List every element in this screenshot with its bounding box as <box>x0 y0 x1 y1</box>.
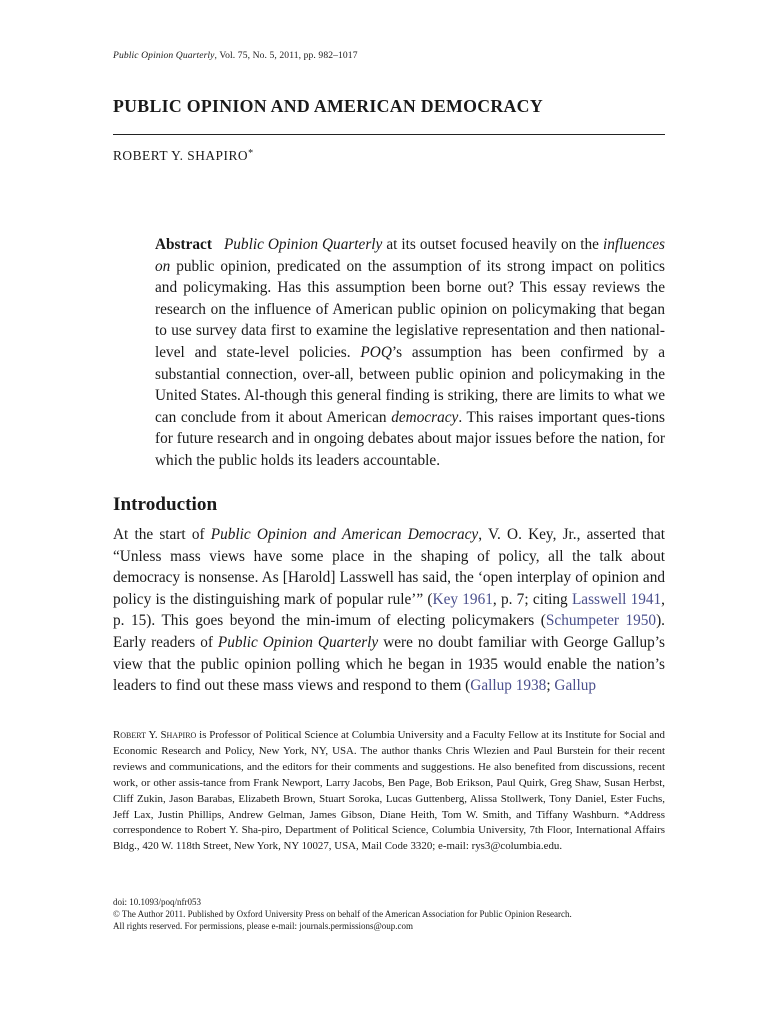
doi-line: doi: 10.1093/poq/nfr053 <box>113 897 201 907</box>
body-text: , V. O. Key, Jr., asserted that “Unless mass views have some place in the shaping of policy, all the talk about democracy is nonsense. As [Harold] Lasswell has said, the ‘open interplay of opinion and policy is the distinguishing mark of popular rule’” ( <box>113 526 665 608</box>
author-name: ROBERT Y. SHAPIRO <box>113 148 249 163</box>
abstract <box>155 234 665 472</box>
author-footnote-mark: * <box>248 148 254 159</box>
footnote-text: is Professor of Political Science at Columbia University and a Faculty Fellow at its Institute for Social and Economic Research and Policy, New York, NY, USA. The author thanks Chris Wlezien and Paul Burstein for their recent reviews and communications, and the editors for their comments and suggestions. He also benefited from discussions, recent work, or other assis-tance from Frank Newport, Larry Jacobs, Ben Page, Bob Erikson, Paul Quirk, Greg Shaw, Susan Herbst, Cliff Zukin, Jason Barabas, Elizabeth Brown, Stuart Soroka, Lucas Guttenberg, Alissa Stollwerk, Tony Daniel, Ester Fuchs, Jeff Lax, Justin Phillips, Andrew Gelman, James Gibson, Diane Heith, Tom W. Smith, and Tiffany Washburn. *Address correspondence to Robert Y. Sha-piro, Department of Political Science, Columbia University, 7th Floor, International Affairs Bldg., 420 W. 118th Street, New York, NY 10027, USA, Mail Code 3320; e-mail: rys3@columbia.edu. <box>113 729 665 853</box>
doi-copyright-block <box>113 896 673 932</box>
author-footnote <box>113 728 665 855</box>
citation-link-lasswell-1941[interactable]: Lasswell 1941 <box>571 590 662 608</box>
body-text: , p. 7; citing <box>492 590 572 608</box>
abstract-italic: democracy <box>391 408 459 426</box>
introduction-paragraph <box>113 524 665 697</box>
abstract-text: at its outset focused heavily on the <box>382 236 603 253</box>
journal-citation: , Vol. 75, No. 5, 2011, pp. 982–1017 <box>214 50 358 61</box>
abstract-text: . This raises important ques-tions for future research and in ongoing debates about major issues before the nation, for which the public holds its leaders accountable. <box>155 408 665 469</box>
abstract-italic: POQ <box>360 343 392 361</box>
abstract-journal-italic: Public Opinion Quarterly <box>223 236 383 253</box>
abstract-text: ’s assumption has been confirmed by a substantial connection, over-all, between public opinion and policymaking in the United States. Al-though this general finding is striking, there are limits to what we can conclude from it about American <box>155 343 665 426</box>
book-title-italic: Public Opinion and American Democracy <box>210 526 479 543</box>
permissions-line: All rights reserved. For permissions, please e-mail: journals.permissions@oup.com <box>113 921 413 931</box>
abstract-text: public opinion, predicated on the assumption of its strong impact on politics and policymaking. Has this assumption been borne out? This essay reviews the research on the influence of American public opinion on policymaking that began to use survey data first to examine the legislative representation and then national-level and state-level policies. <box>155 257 665 361</box>
section-heading-introduction: Introduction <box>113 494 218 515</box>
body-text: were no doubt familiar with George Gallup’s view that the public opinion polling which he began in 1935 would enable the nation’s leaders to find out these mass views and respond to them ( <box>113 633 665 695</box>
author-line <box>113 148 254 164</box>
copyright-line: © The Author 2011. Published by Oxford University Press on behalf of the American Association for Public Opinion Research. <box>113 909 572 919</box>
abstract-label: Abstract <box>155 236 212 253</box>
running-head <box>113 50 358 61</box>
journal-name: Public Opinion Quarterly <box>113 50 215 61</box>
journal-title-italic: Public Opinion Quarterly <box>217 633 379 651</box>
body-text: , p. 15). This goes beyond the min-imum of electing policymakers ( <box>113 590 665 630</box>
title-divider <box>113 134 665 135</box>
body-text: At the start of <box>113 526 211 543</box>
article-title: PUBLIC OPINION AND AMERICAN DEMOCRACY <box>113 96 543 116</box>
citation-link-gallup-1938[interactable]: Gallup 1938 <box>470 677 547 695</box>
body-text: ). Early readers of <box>113 612 665 651</box>
citation-link-key-1961[interactable]: Key 1961 <box>432 590 493 608</box>
footnote-author-name: Robert Y. Shapiro <box>113 729 197 741</box>
abstract-italic: influences on <box>155 236 665 275</box>
citation-link-schumpeter-1950[interactable]: Schumpeter 1950 <box>545 612 657 630</box>
body-text: ; <box>546 677 555 695</box>
citation-link-gallup[interactable]: Gallup <box>554 677 597 695</box>
